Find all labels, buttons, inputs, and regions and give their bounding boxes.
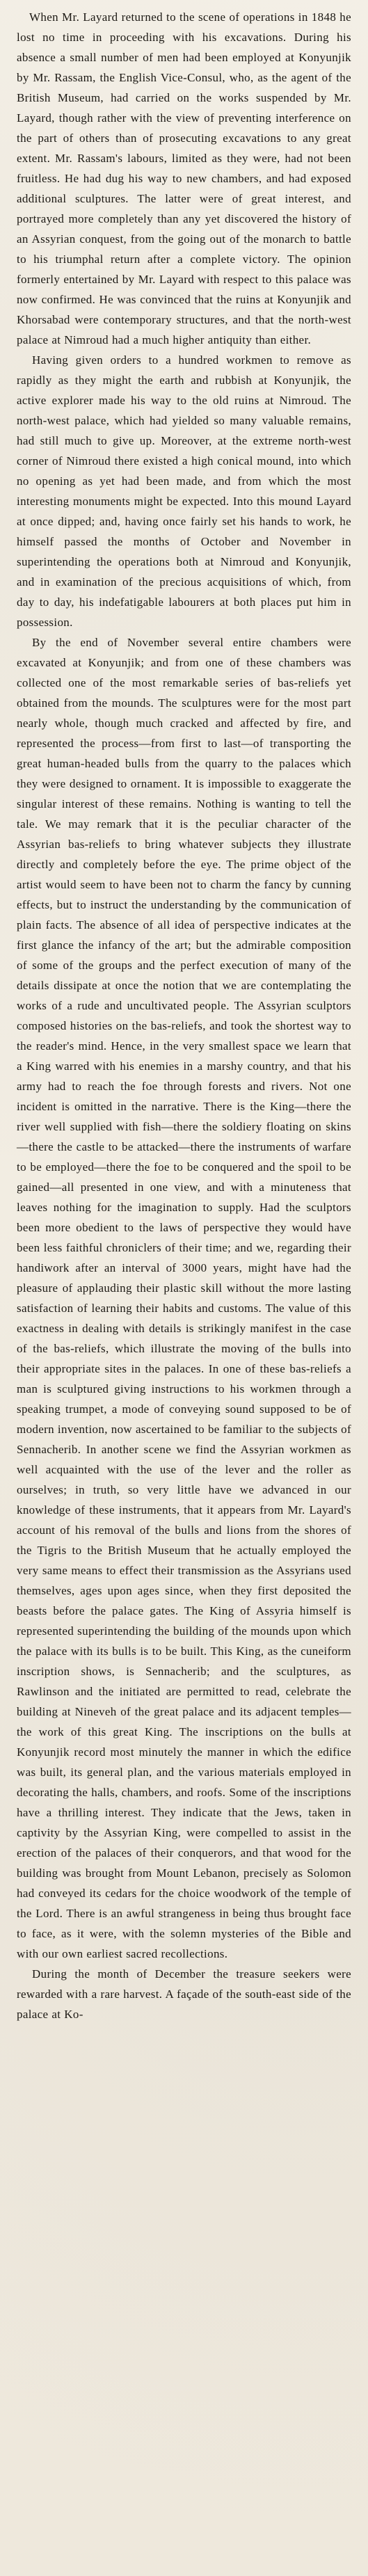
article-paragraph-1: When Mr. Layard returned to the scene of operations in 1848 he lost no time in proceeding with his excavations. During his absence a small number of men had been employed at Konyunjik by Mr. Rassam, the English Vice-Consul, who, as the agent of the British Museum, had carried on the works suspended by Mr. Layard, though rather with the view of preventing interference on the part of others than of prosecuting excavations to any great extent. Mr. Rassam's labours, limited as they were, had not been fruitless. He had dug his way to new chambers, and had exposed additional sculptures. The latter were of great interest, and portrayed more completely than any yet discovered the history of an Assyrian conquest, from the going out of the monarch to battle to his triumphal return after a complete victory. The opinion formerly entertained by Mr. Layard with respect to this palace was now confirmed. He was convinced that the ruins at Konyunjik and Khorsabad were contemporary structures, and that the north-west palace at Nimroud had a much higher antiquity than either. <box>17 10 351 346</box>
article-paragraph-4: During the month of December the treasure seekers were rewarded with a rare harvest. A façade of the south-east side of the palace at Ko- <box>17 1967 351 2021</box>
article-paragraph-2: Having given orders to a hundred workmen to remove as rapidly as they might the earth and rubbish at Konyunjik, the active explorer made his way to the old ruins at Nimroud. The north-west palace, which had yielded so many valuable remains, had still much to give up. Moreover, at the extreme north-west corner of Nimroud there existed a high conical mound, into which no opening as yet had been made, and from which the most interesting monuments might be expected. Into this mound Layard at once dipped; and, having once fairly set his hands to work, he himself passed the months of October and November in superintending the operations both at Nimroud and Konyunjik, and in examination of the precious acquisitions of which, from day to day, his indefatigable labourers at both places put him in possession. <box>17 353 351 629</box>
article-column <box>17 7 351 2024</box>
article-paragraph-3: By the end of November several entire chambers were excavated at Konyunjik; and from one of these chambers was collected one of the most remarkable series of bas-reliefs yet obtained from the mounds. The sculptures were for the most part nearly whole, though much cracked and affected by fire, and represented the process—from first to last—of transporting the great human-headed bulls from the quarry to the palaces which they were designed to ornament. It is impossible to exaggerate the singular interest of these remains. Nothing is wanting to tell the tale. We may remark that it is the peculiar character of the Assyrian bas-reliefs to bring whatever subjects they illustrate directly and completely before the eye. The prime object of the artist would seem to have been not to charm the fancy by cunning effects, but to instruct the understanding by the communication of plain facts. The absence of all idea of perspective indicates at the first glance the infancy of the art; but the admirable composition of some of the groups and the perfect execution of many of the details dissipate at once the notion that we are contemplating the works of a rude and uncultivated people. The Assyrian sculptors composed histories on the bas-reliefs, and took the shortest way to the reader's mind. Hence, in the very smallest space we learn that a King warred with his enemies in a marshy country, and that his army had to reach the foe through forests and rivers. Not one incident is omitted in the narrative. There is the King—there the river well supplied with fish—there the soldiery floating on skins—there the castle to be attacked—there the instruments of warfare to be employed—there the foe to be conquered and the spoil to be gained—all presented in one view, and with a minuteness that leaves nothing for the imagination to supply. Had the sculptors been more obedient to the laws of perspective they would have been less faithful chroniclers of their time; and we, regarding their handiwork after an interval of 3000 years, might have had the pleasure of applauding their plastic skill without the more lasting satisfaction of learning their habits and customs. The value of this exactness in dealing with details is strikingly manifest in the case of the bas-reliefs, which illustrate the moving of the bulls into their appropriate sites in the palaces. In one of these bas-reliefs a man is sculptured giving instructions to his workmen through a speaking trumpet, a mode of conveying sound supposed to be of modern invention, now ascertained to be familiar to the subjects of Sennacherib. In another scene we find the Assyrian workmen as well acquainted with the use of the lever and the roller as ourselves; in truth, so very little have we advanced in our knowledge of these instruments, that it appears from Mr. Layard's account of his removal of the bulls and lions from the shores of the Tigris to the British Museum that he actually employed the very same means to effect their transmission as the Assyrians used themselves, ages upon ages since, when they first deposited the beasts before the palace gates. The King of Assyria himself is represented superintending the building of the mounds upon which the palace with its bulls is to be built. This King, as the cuneiform inscription shows, is Sennacherib; and the sculptures, as Rawlinson and the initiated are permitted to read, celebrate the building at Nineveh of the great palace and its adjacent temples—the work of this great King. The inscriptions on the bulls at Konyunjik record most minutely the manner in which the edifice was built, its general plan, and the various materials employed in decorating the halls, chambers, and roofs. Some of the inscriptions have a thrilling interest. They indicate that the Jews, taken in captivity by the Assyrian King, were compelled to assist in the erection of the palaces of their conquerors, and that wood for the building was brought from Mount Lebanon, precisely as Solomon had conveyed its cedars for the choice woodwork of the temple of the Lord. There is an awful strangeness in being thus brought face to face, as it were, with the solemn mysteries of the Bible and with our own earliest sacred recollections. <box>17 636 351 1960</box>
